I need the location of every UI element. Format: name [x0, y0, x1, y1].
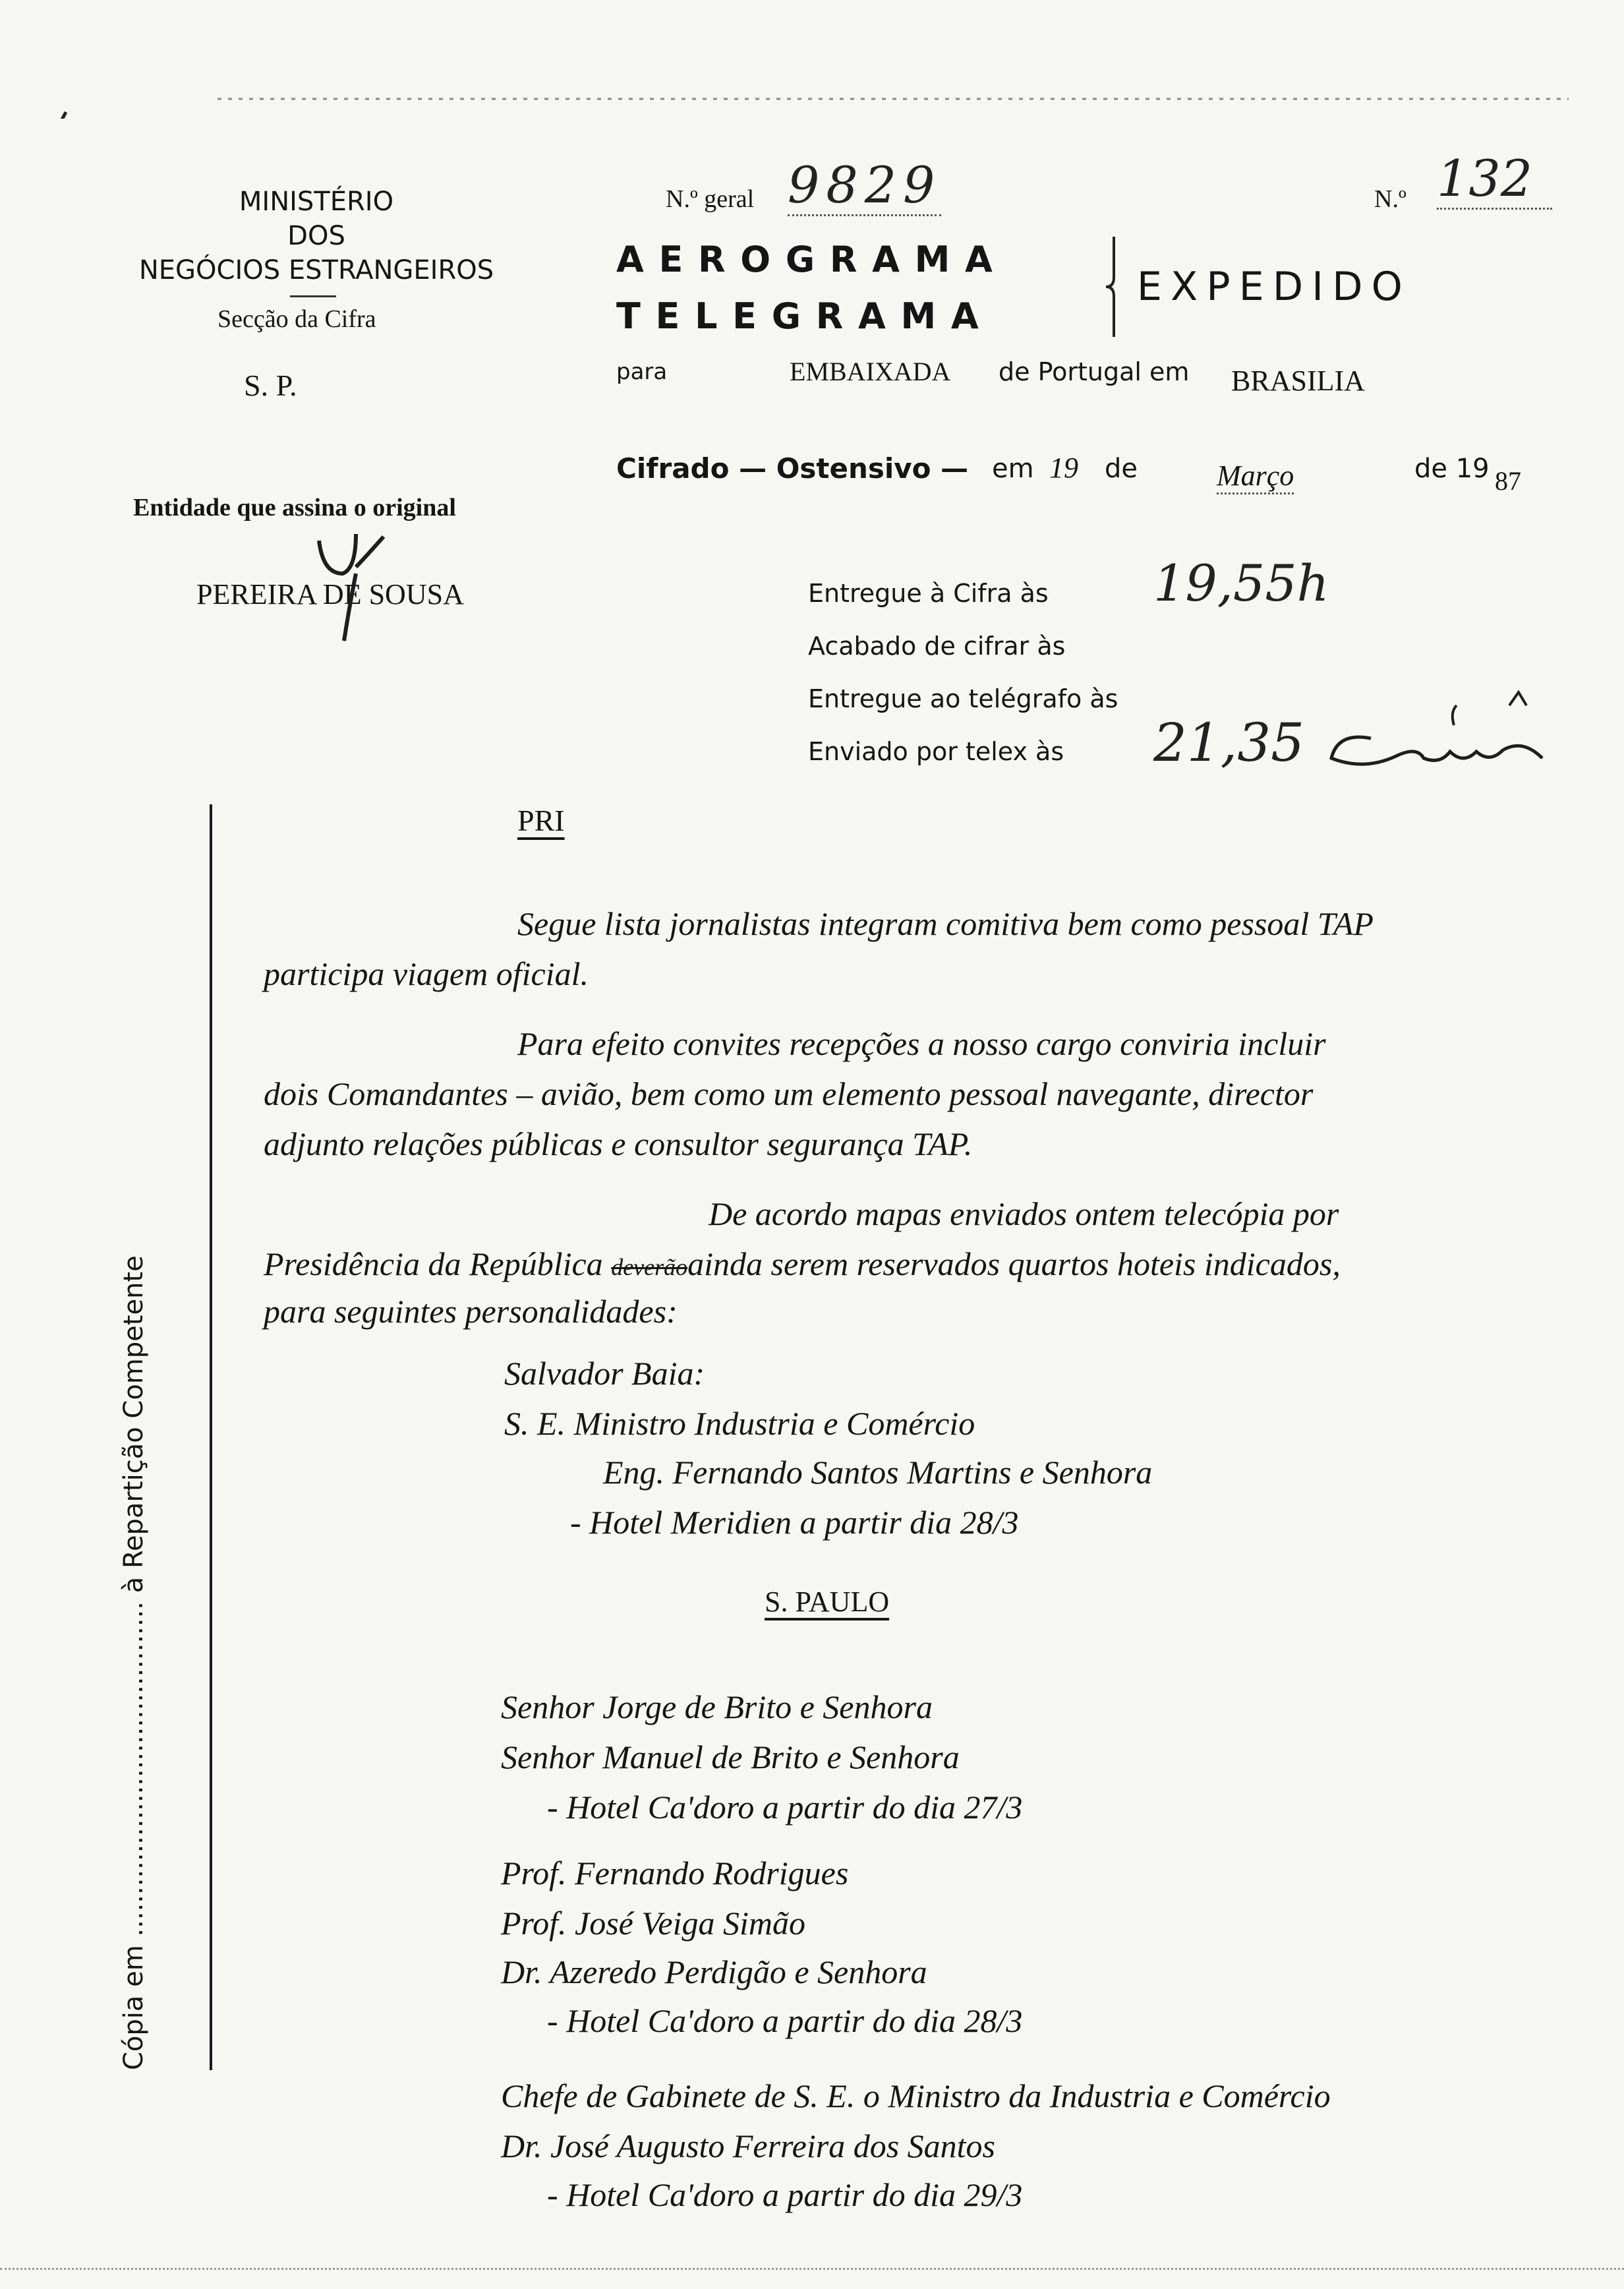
group3-line-1: Chefe de Gabinete de S. E. o Ministro da Industria e Comércio: [501, 2077, 1331, 2114]
numero-label: N.º: [1374, 185, 1406, 213]
p2-line-1: Para efeito convites recepções a nosso cargo conviria incluir: [517, 1025, 1326, 1062]
signatory-label: Entidade que assina o original: [133, 494, 456, 521]
ministry-block: [105, 185, 527, 287]
ts-enviado-telex: Enviado por telex às: [808, 737, 1064, 766]
group1-line-1: Senhor Jorge de Brito e Senhora: [501, 1688, 933, 1725]
section-label: Secção da Cifra: [218, 305, 376, 333]
month-value: Março: [1217, 459, 1294, 494]
p3-struck-word: deverão: [611, 1254, 688, 1280]
group2-line-1: Prof. Fernando Rodrigues: [501, 1855, 849, 1891]
aerograma-title: AEROGRAMA: [616, 239, 1008, 280]
para-value: EMBAIXADA: [790, 357, 951, 386]
p3-line-2-b: ainda serem reservados quartos hoteis indicados,: [687, 1245, 1341, 1282]
margin-note: Cópia em ........................................ à Repartição Competente: [119, 1255, 149, 2070]
group3-line-3: - Hotel Ca'doro a partir do dia 29/3: [547, 2176, 1023, 2213]
group2-line-2: Prof. José Veiga Simão: [501, 1905, 805, 1942]
salvador-heading: Salvador Baia:: [504, 1355, 705, 1392]
margin-rule: [210, 804, 212, 2070]
ts-acabado-cifrar: Acabado de cifrar às: [808, 632, 1066, 661]
numero-value: 132: [1437, 149, 1552, 210]
p3-line-3: para seguintes personalidades:: [264, 1293, 678, 1330]
ts-entregue-cifra-value: 19,55h: [1153, 554, 1329, 612]
de-portugal-em-label: de Portugal em: [999, 357, 1190, 386]
cifrado-ostensivo-label: Cifrado — Ostensivo —: [616, 452, 969, 485]
salvador-line-1: S. E. Ministro Industria e Comércio: [504, 1405, 975, 1442]
p3-line-2-a: Presidência da República: [264, 1245, 603, 1282]
p1-line-2: participa viagem oficial.: [264, 955, 589, 992]
para-label: para: [616, 359, 668, 385]
year-value: 87: [1495, 466, 1521, 496]
destination-value: BRASILIA: [1231, 365, 1365, 397]
group1-line-2: Senhor Manuel de Brito e Senhora: [501, 1739, 960, 1775]
ministry-line-3: NEGÓCIOS ESTRANGEIROS: [138, 255, 494, 285]
group1-line-3: - Hotel Ca'doro a partir do dia 27/3: [547, 1789, 1023, 1826]
salvador-line-3: - Hotel Meridien a partir dia 28/3: [570, 1504, 1019, 1541]
brace: [1099, 234, 1126, 340]
em-label: em: [992, 454, 1034, 484]
header-rule: [290, 295, 336, 297]
sao-paulo-heading: S. PAULO: [765, 1586, 890, 1618]
expedido-label: EXPEDIDO: [1137, 264, 1412, 310]
signatory-name: PEREIRA DE SOUSA: [196, 578, 464, 610]
ts-entregue-telegrafo: Entregue ao telégrafo às: [808, 684, 1118, 713]
day-value: 19: [1049, 452, 1078, 484]
timestamps-block: [808, 567, 1118, 778]
initials-signature: [310, 521, 395, 646]
ministry-line-2: DOS: [287, 221, 345, 251]
group3-line-2: Dr. José Augusto Ferreira dos Santos: [501, 2127, 995, 2164]
numero-geral-value: 9829: [788, 156, 941, 216]
p3-line-1: De acordo mapas enviados ontem telecópia por: [709, 1195, 1339, 1232]
telex-initials-scribble: [1325, 686, 1549, 778]
salvador-line-2: Eng. Fernando Santos Martins e Senhora: [603, 1454, 1153, 1491]
sp-label: S. P.: [244, 369, 297, 402]
p1-line-1: Segue lista jornalistas integram comitiva bem como pessoal TAP: [517, 905, 1374, 942]
ts-enviado-telex-value: 21,35: [1153, 712, 1305, 773]
de-19-label: de 19: [1414, 454, 1490, 484]
bottom-edge: [0, 2268, 1624, 2270]
group2-line-4: - Hotel Ca'doro a partir do dia 28/3: [547, 2002, 1023, 2039]
telegrama-title: TELEGRAMA: [616, 295, 994, 337]
p3-line-2: [264, 1245, 1341, 1283]
p2-line-2: dois Comandantes – avião, bem como um elemento pessoal navegante, director: [264, 1075, 1314, 1112]
top-edge-marks: [0, 0, 1624, 119]
ts-entregue-cifra: Entregue à Cifra às: [808, 579, 1049, 608]
p2-line-3: adjunto relações públicas e consultor segurança TAP.: [264, 1125, 973, 1162]
pri-header: PRI: [517, 804, 565, 837]
group2-line-3: Dr. Azeredo Perdigão e Senhora: [501, 1953, 927, 1990]
numero-geral-label: N.º geral: [666, 185, 755, 213]
de-label: de: [1105, 454, 1138, 484]
ministry-line-1: MINISTÉRIO: [239, 187, 394, 217]
